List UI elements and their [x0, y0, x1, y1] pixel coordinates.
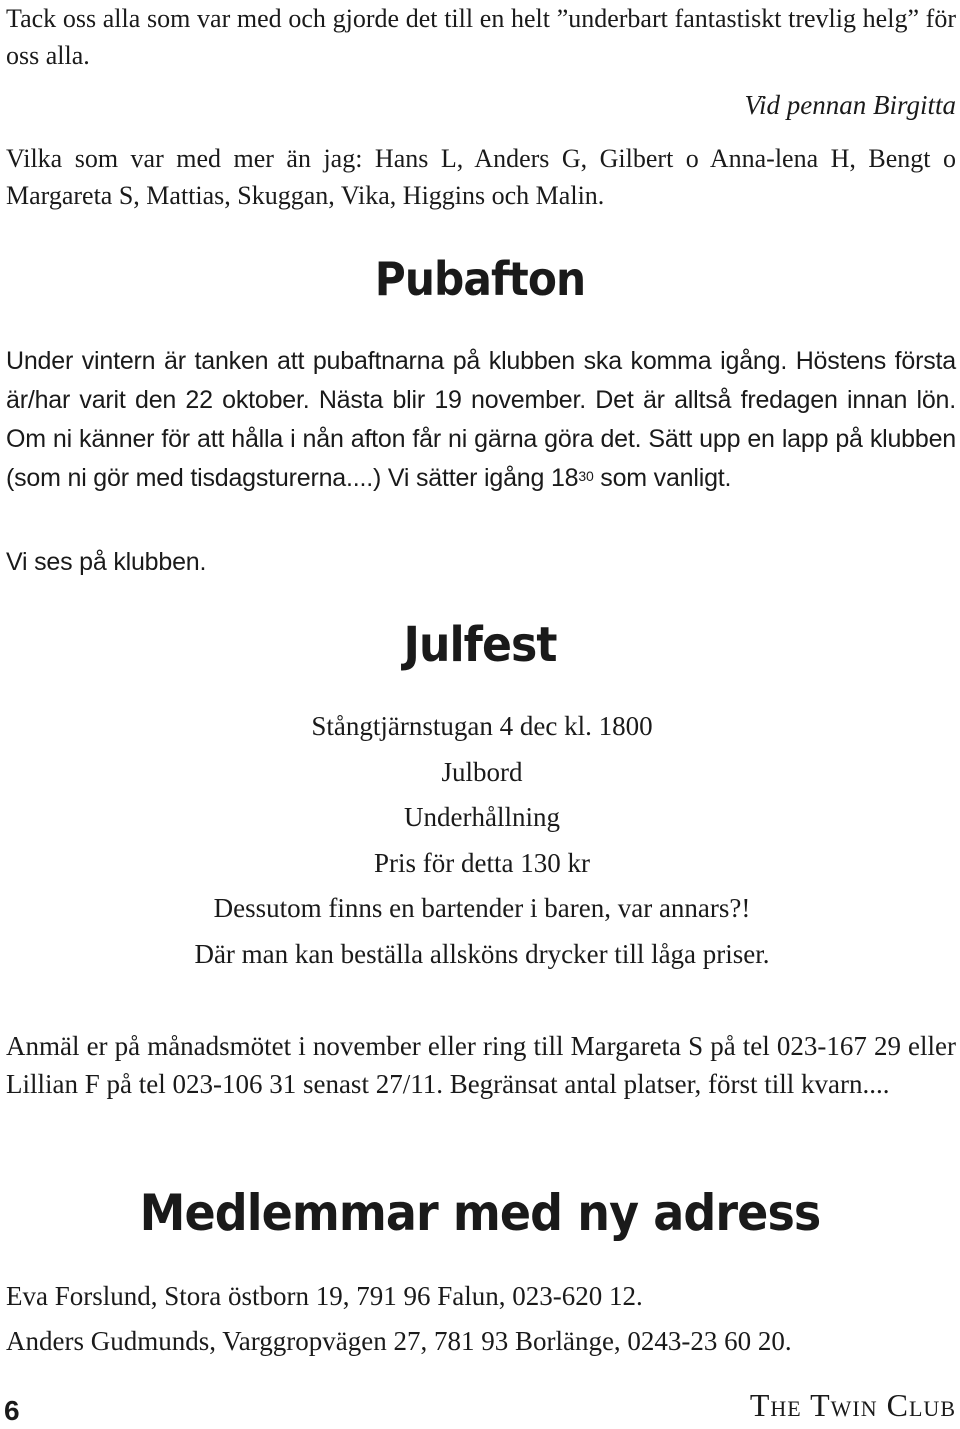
julfest-line: Underhållning — [404, 802, 560, 833]
julfest-line: Julbord — [441, 756, 523, 787]
thanks-paragraph: Tack oss alla som var med och gjorde det till en helt ”underbart fantastiskt trevlig helg” för oss alla. — [6, 4, 956, 70]
julfest-line: Pris för detta 130 kr — [374, 847, 590, 878]
publication-name: The Twin Club — [749, 1387, 956, 1423]
page-number: 6 — [4, 1395, 20, 1426]
pubafton-body-end: som vanligt. — [593, 464, 732, 492]
address-entry: Anders Gudmunds, Varggropvägen 27, 781 93 Borlänge, 0243-23 60 20. — [6, 1326, 792, 1356]
pubafton-closing: Vi ses på klubben. — [6, 548, 207, 576]
julfest-line: Där man kan beställa allsköns drycker till låga priser. — [194, 938, 770, 969]
pubafton-body: Under vintern är tanken att pubaftnarna på klubben ska komma igång. Höstens första är/har varit den 22 oktober. Nästa blir 19 november. Det är alltså fredagen innan lön. Om ni känner för att hålla i nån afton får ni gärna göra det. Sätt upp en lapp på klubben (som ni gör med tisdagsturerna....) Vi sätter igång 18 — [6, 347, 956, 492]
address-entry: Eva Forslund, Stora östborn 19, 791 96 Falun, 023-620 12. — [6, 1281, 643, 1311]
pubafton-heading: Pubafton — [374, 252, 586, 306]
julfest-line: Dessutom finns en bartender i baren, var annars?! — [213, 893, 751, 924]
julfest-details — [0, 704, 960, 978]
pubafton-paragraph — [6, 342, 956, 498]
attendees-paragraph: Vilka som var med mer än jag: Hans L, Anders G, Gilbert o Anna-lena H, Bengt o Margareta S, Mattias, Skuggan, Vika, Higgins och Malin. — [6, 144, 956, 210]
julfest-heading: Julfest — [403, 617, 557, 673]
signup-paragraph: Anmäl er på månadsmötet i november eller ring till Margareta S på tel 023-167 29 eller Lillian F på tel 023-106 31 senast 27/11. Begränsat antal platser, först till kvarn.... — [6, 1031, 956, 1099]
julfest-line: Stångtjärnstugan 4 dec kl. 1800 — [311, 711, 653, 741]
time-superscript: 30 — [578, 468, 594, 484]
new-address-heading: Medlemmar med ny adress — [139, 1184, 821, 1242]
signature: Vid pennan Birgitta — [744, 90, 956, 120]
